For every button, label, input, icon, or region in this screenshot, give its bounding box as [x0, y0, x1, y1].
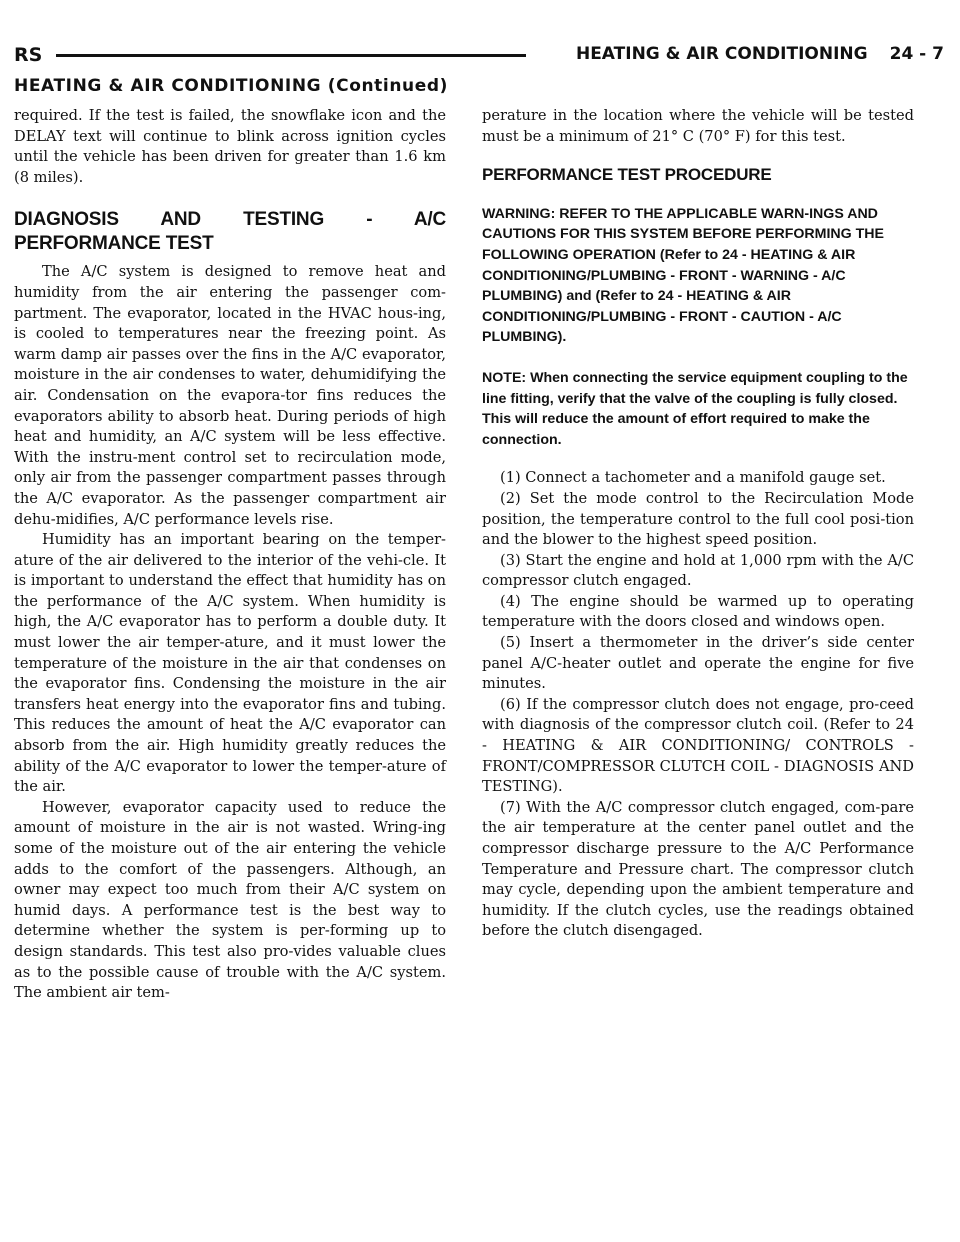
- procedure-step: (4) The engine should be warmed up to operating temperature with the doors closed and windows open.: [482, 592, 914, 631]
- header-section-title: HEATING & AIR CONDITIONING: [575, 44, 868, 64]
- procedure-heading: PERFORMANCE TEST PROCEDURE: [482, 165, 772, 185]
- body-paragraph-1: The A/C system is designed to remove heat and humidity from the air entering the passenger com-partment. The evaporator, located in the HVAC hous-ing, is cooled to temperatures near the freezing point. As warm damp air passes over the fins in the A/C evaporator, moisture in the air condenses to water, dehumidifying the air. Condensation on the evapora-tor fins reduces the evaporators ability to absorb heat. During periods of high heat and humidity, an A/C system will be less effective. With the instru-ment control set to recirculation mode, only air from the passenger compartment passes through the A/C evaporator. As the passenger compartment air dehu-midifies, A/C performance levels rise.: [14, 263, 446, 528]
- procedure-step: (2) Set the mode control to the Recirculation Mode position, the temperature control to the full cool posi-tion and the blower to the highest speed position.: [482, 489, 914, 549]
- header-rule: [56, 54, 526, 57]
- left-column: [14, 106, 446, 1004]
- continuation-paragraph: perature in the location where the vehicle will be tested must be a minimum of 21° C (70° F) for this test.: [482, 107, 914, 145]
- body-paragraph-3: However, evaporator capacity used to reduce the amount of moisture in the air is not wasted. Wring-ing some of the moisture out of the air entering the vehicle adds to the comfort of the passengers. Although, an owner may expect too much from their A/C system on humid days. A performance test is the best way to determine whether the system is per-forming up to design standards. This test also pro-vides valuable clues as to the possible cause of trouble with the A/C system. The ambient air tem-: [14, 798, 446, 1002]
- section-heading: DIAGNOSIS AND TESTING - A/C PERFORMANCE TEST: [14, 209, 446, 255]
- body-paragraph-2: Humidity has an important bearing on the temper-ature of the air delivered to the interior of the vehi-cle. It is important to understand the effect that humidity has on the performance of the A/C system. When humidity is high, the A/C evaporator has to perform a double duty. It must lower the air temper-ature, and it must lower the temperature of the moisture in the air that condenses on the evaporator fins. Condensing the moisture in the air transfers heat energy into the evaporator fins and tubing. This reduces the amount of heat the A/C evaporator can absorb from the air. High humidity greatly reduces the ability of the A/C evaporator to lower the temper-ature of the air.: [14, 531, 446, 796]
- procedure-step: (1) Connect a tachometer and a manifold gauge set.: [500, 469, 886, 487]
- note-block: NOTE: When connecting the service equipment coupling to the line fitting, verify that the valve of the coupling is fully closed. This will reduce the amount of effort required to make the connection.: [482, 369, 908, 448]
- header-model-code: RS: [14, 44, 43, 66]
- header-right: [576, 44, 944, 64]
- procedure-step: (3) Start the engine and hold at 1,000 rpm with the A/C compressor clutch engaged.: [482, 551, 914, 590]
- continued-title: HEATING & AIR CONDITIONING (Continued): [14, 76, 449, 96]
- procedure-step: (5) Insert a thermometer in the driver’s side center panel A/C-heater outlet and operate the engine for five minutes.: [482, 634, 914, 693]
- right-column: [482, 106, 914, 942]
- page-number: 24 - 7: [889, 44, 944, 64]
- intro-paragraph: required. If the test is failed, the snowflake icon and the DELAY text will continue to blink across ignition cycles until the vehicle has been driven for greater than 1.6 km (8 miles).: [14, 107, 446, 186]
- procedure-step: (6) If the compressor clutch does not engage, pro-ceed with diagnosis of the compressor clutch coil. (Refer to 24 - HEATING & AIR CONDITIONING/ CONTROLS - FRONT/COMPRESSOR CLUTCH COIL - DIAGNOSIS AND TESTING).: [482, 695, 914, 796]
- warning-block: WARNING: REFER TO THE APPLICABLE WARN-INGS AND CAUTIONS FOR THIS SYSTEM BEFORE PERFORMING THE FOLLOWING OPERATION (Refer to 24 - HEATING & AIR CONDITIONING/PLUMBING - FRONT - WARNING - A/C PLUMBING) and (Refer to 24 - HEATING & AIR CONDITIONING/PLUMBING - FRONT - CAUTION - A/C PLUMBING).: [482, 205, 884, 346]
- procedure-step: (7) With the A/C compressor clutch engaged, com-pare the air temperature at the center panel outlet and the compressor discharge pressure to the A/C Performance Temperature and Pressure chart. The compressor clutch may cycle, depending upon the ambient temperature and humidity. If the clutch cycles, use the readings obtained before the clutch disengaged.: [482, 798, 914, 940]
- page-header: [14, 44, 944, 72]
